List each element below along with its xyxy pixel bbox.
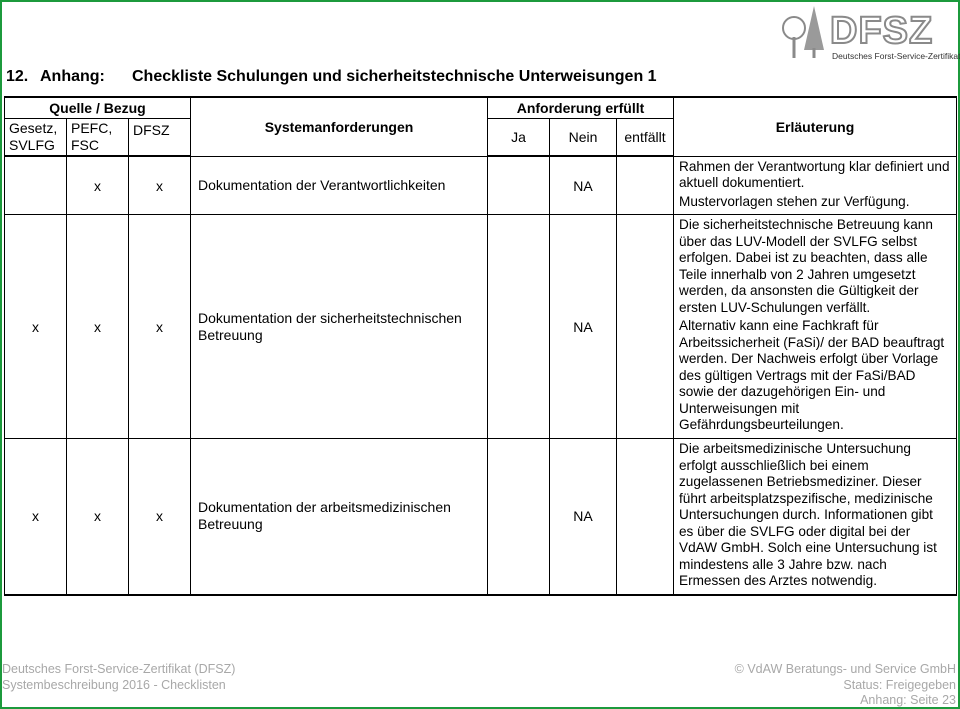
cell-gesetz: x bbox=[5, 439, 67, 595]
cell-gesetz: x bbox=[5, 215, 67, 439]
footer-line: Systembeschreibung 2016 - Checklisten bbox=[2, 677, 226, 692]
note-paragraph: Die arbeitsmedizinische Untersuchung erfolgt ausschließlich bei einem zugelassenen Betriebsmediziner. Dieser führt arbeitsplatzspezifische, medizinische Untersuchungen durch. Informationen gibt es über die SVLFG oder digital bei der VdAW GmbH. Solch eine Untersuchung ist mindestens alle 3 Jahre bzw. nach Ermessen des Arztes notwendig. bbox=[679, 441, 937, 588]
tree-icon bbox=[780, 4, 830, 62]
cell-entfaellt bbox=[617, 215, 674, 439]
header-ja: Ja bbox=[488, 118, 550, 156]
heading-title: Checkliste Schulungen und sicherheitstechnische Unterweisungen 1 bbox=[132, 68, 657, 85]
footer-line: Deutsches Forst-Service-Zertifikat (DFSZ) bbox=[2, 662, 236, 676]
header-entfaellt: entfällt bbox=[617, 118, 674, 156]
header-pefc: PEFC, FSC bbox=[67, 118, 129, 156]
note-paragraph: Mustervorlagen stehen zur Verfügung. bbox=[679, 193, 910, 209]
cell-explanation bbox=[674, 156, 957, 215]
cell-ja bbox=[488, 215, 550, 439]
cell-ja bbox=[488, 439, 550, 595]
cell-requirement: Dokumentation der Verantwortlichkeiten bbox=[191, 156, 488, 215]
header-gesetz: Gesetz, SVLFG bbox=[5, 118, 67, 156]
cell-nein: NA bbox=[550, 215, 617, 439]
heading-number: 12. bbox=[6, 68, 29, 85]
cell-explanation bbox=[674, 439, 957, 595]
header-source-group: Quelle / Bezug bbox=[5, 97, 191, 118]
cell-requirement: Dokumentation der sicherheitstechnischen Betreuung bbox=[191, 215, 488, 439]
checklist-table bbox=[4, 96, 957, 596]
dfsz-logo bbox=[780, 4, 960, 62]
cell-requirement: Dokumentation der arbeitsmedizinischen Betreuung bbox=[191, 439, 488, 595]
note-paragraph: Die sicherheitstechnische Betreuung kann über das LUV-Modell der SVLFG selbst erfolgen. Dabei ist zu beachten, dass alle Teile innerhalb von 2 Jahren umgesetzt werden, da ansonsten die Gültigkeit der ersten LUV-Schulungen verfällt. bbox=[679, 217, 933, 315]
section-heading bbox=[6, 68, 657, 86]
cell-gesetz bbox=[5, 156, 67, 215]
header-requirements: Systemanforderungen bbox=[191, 97, 488, 156]
footer-line: Anhang: Seite 23 bbox=[860, 693, 956, 707]
cell-pefc: x bbox=[67, 215, 129, 439]
cell-dfsz: x bbox=[129, 156, 191, 215]
cell-entfaellt bbox=[617, 156, 674, 215]
cell-pefc: x bbox=[67, 439, 129, 595]
header-dfsz: DFSZ bbox=[129, 118, 191, 156]
header-explanation: Erläuterung bbox=[674, 97, 957, 156]
footer-right bbox=[735, 662, 956, 709]
cell-nein: NA bbox=[550, 156, 617, 215]
table-row bbox=[5, 215, 957, 439]
cell-explanation bbox=[674, 215, 957, 439]
note-paragraph: Alternativ kann eine Fachkraft für Arbeitssicherheit (FaSi)/ der BAD beauftragt werden. Der Nachweis erfolgt über Vorlage des gültigen Vertrags mit der FaSi/BAD sowie der dazugehörigen Ein- und Unterweisungen mit Gefährdungsbeurteilungen. bbox=[679, 318, 945, 433]
cell-nein: NA bbox=[550, 439, 617, 595]
logo-subtitle: Deutsches Forst-Service-Zertifikat bbox=[832, 51, 960, 61]
note-paragraph: Rahmen der Verantwortung klar definiert und aktuell dokumentiert. bbox=[679, 158, 950, 190]
footer-left bbox=[2, 662, 235, 693]
table-row bbox=[5, 439, 957, 595]
logo-text: DFSZ bbox=[830, 10, 934, 52]
heading-label: Anhang: bbox=[40, 68, 105, 85]
cell-pefc: x bbox=[67, 156, 129, 215]
cell-dfsz: x bbox=[129, 215, 191, 439]
table-row bbox=[5, 156, 957, 215]
footer-line: © VdAW Beratungs- und Service GmbH bbox=[734, 662, 956, 676]
header-fulfilled-group: Anforderung erfüllt bbox=[488, 97, 674, 118]
cell-ja bbox=[488, 156, 550, 215]
cell-entfaellt bbox=[617, 439, 674, 595]
header-nein: Nein bbox=[550, 118, 617, 156]
cell-dfsz: x bbox=[129, 439, 191, 595]
footer-line: Status: Freigegeben bbox=[843, 677, 956, 692]
